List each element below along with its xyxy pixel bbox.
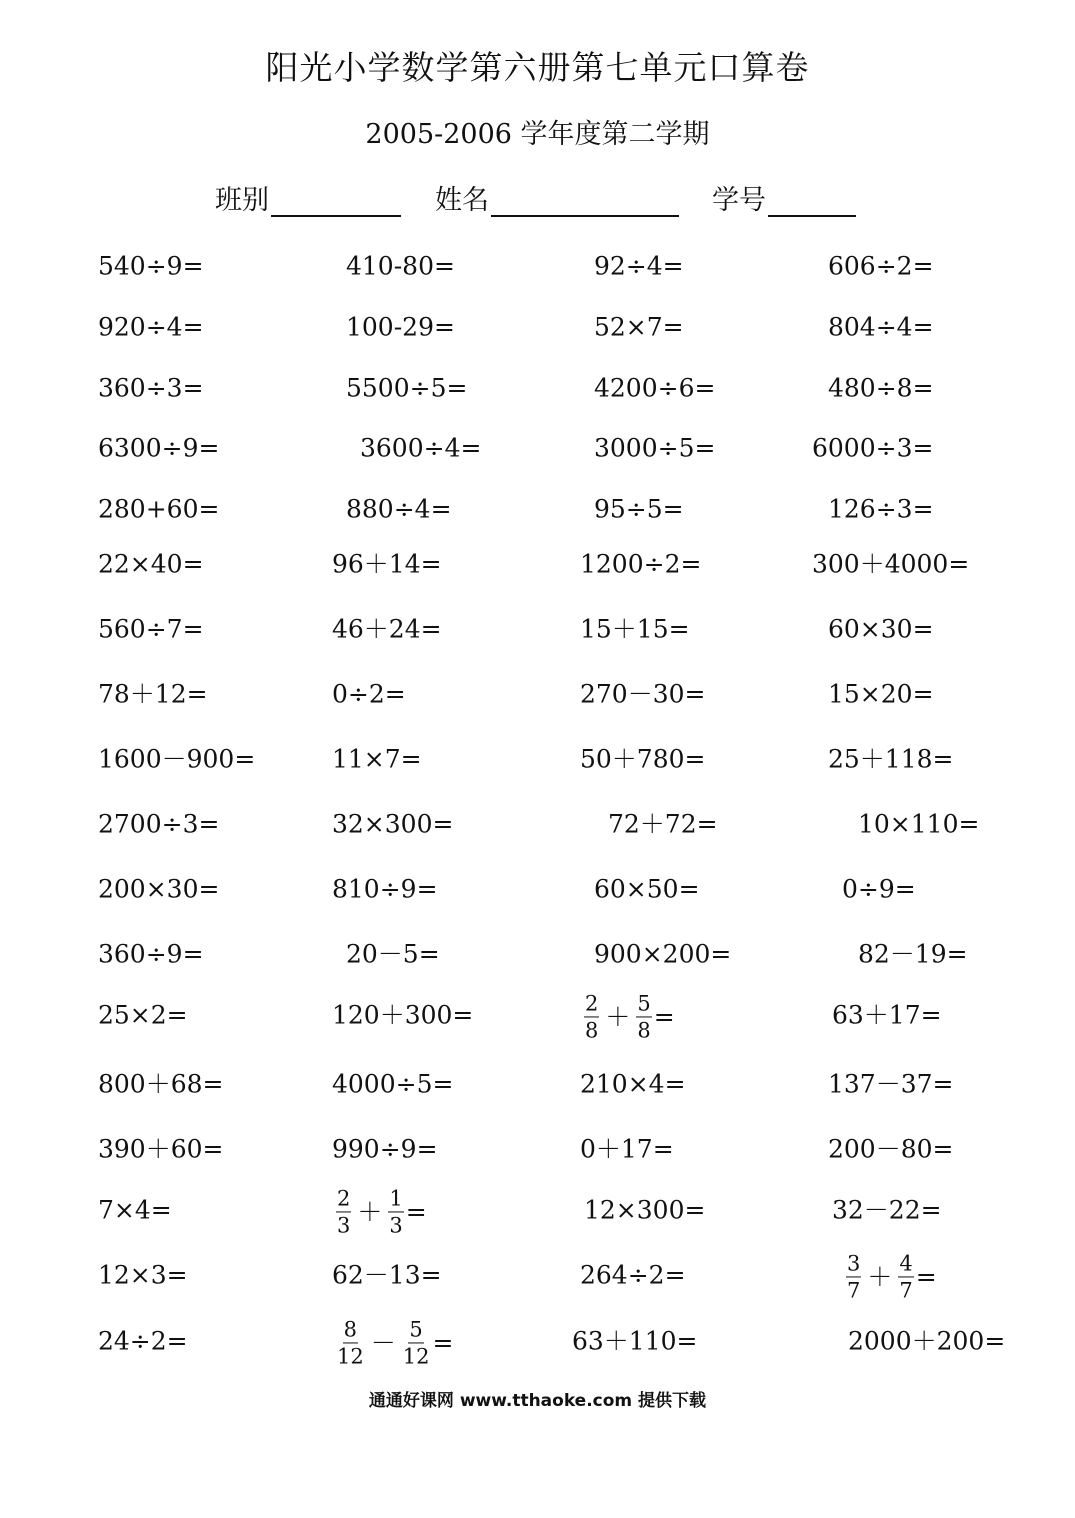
problem: 200－80= <box>828 1134 954 1164</box>
problem: 880÷4= <box>346 494 452 524</box>
fraction-problem: $\frac{8}{12}$ － $\frac{5}{12}$ = <box>337 1317 454 1369</box>
problem: 900×200= <box>594 939 732 969</box>
problem: 560÷7= <box>98 614 204 644</box>
problem: 5500÷5= <box>346 373 468 403</box>
fraction: $\frac{2}{8}$ <box>585 991 599 1043</box>
problem: 6300÷9= <box>98 433 220 463</box>
problem: 4200÷6= <box>594 373 716 403</box>
problem: 480÷8= <box>828 373 934 403</box>
problem: 0÷9= <box>842 874 916 904</box>
problem: 12×300= <box>584 1195 706 1225</box>
problem: 15×20= <box>828 679 934 709</box>
student-number-blank[interactable] <box>768 185 856 217</box>
problem: 606÷2= <box>828 251 934 281</box>
problem: 0＋17= <box>580 1134 674 1164</box>
problem: 72＋72= <box>608 809 718 839</box>
student-number-field <box>712 178 856 217</box>
problem: 540÷9= <box>98 251 204 281</box>
problem: 120＋300= <box>332 1000 474 1030</box>
fraction-problem: $\frac{2}{8}$ ＋ $\frac{5}{8}$ = <box>585 991 675 1043</box>
fraction: $\frac{2}{3}$ <box>337 1186 351 1238</box>
class-label: 班别 <box>215 185 269 216</box>
problem: 25＋118= <box>828 744 954 774</box>
problem: 920÷4= <box>98 312 204 342</box>
problem: 1200÷2= <box>580 549 702 579</box>
fraction: $\frac{5}{8}$ <box>637 991 651 1043</box>
worksheet-title: 阳光小学数学第六册第七单元口算卷 <box>265 48 810 87</box>
problem: 6000÷3= <box>812 433 934 463</box>
problem: 200×30= <box>98 874 220 904</box>
problem: 78＋12= <box>98 679 208 709</box>
problem: 62－13= <box>332 1260 442 1290</box>
problem: 360÷3= <box>98 373 204 403</box>
problem: 92÷4= <box>594 251 684 281</box>
problem: 46＋24= <box>332 614 442 644</box>
problem: 11×7= <box>332 744 422 774</box>
problem: 60×50= <box>594 874 700 904</box>
problem: 210×4= <box>580 1069 686 1099</box>
problem: 50＋780= <box>580 744 706 774</box>
problem: 410-80= <box>346 251 455 281</box>
problem: 7×4= <box>98 1195 172 1225</box>
problem: 804÷4= <box>828 312 934 342</box>
problem: 32×300= <box>332 809 454 839</box>
problem: 990÷9= <box>332 1134 438 1164</box>
fraction-problem: $\frac{2}{3}$ ＋ $\frac{1}{3}$ = <box>337 1186 427 1238</box>
problem: 3600÷4= <box>360 433 482 463</box>
problem: 24÷2= <box>98 1326 188 1356</box>
problem: 82－19= <box>858 939 968 969</box>
fraction: $\frac{5}{12}$ <box>402 1317 430 1369</box>
problem: 390＋60= <box>98 1134 224 1164</box>
problem: 63＋110= <box>572 1326 698 1356</box>
problem: 800＋68= <box>98 1069 224 1099</box>
problem: 2000＋200= <box>848 1326 1006 1356</box>
footer-download-note: 通通好课网 www.tthaoke.com 提供下载 <box>368 1391 707 1411</box>
semester-subtitle: 2005-2006 学年度第二学期 <box>365 119 710 150</box>
problem: 96＋14= <box>332 549 442 579</box>
problem: 1600－900= <box>98 744 256 774</box>
problem: 63＋17= <box>832 1000 942 1030</box>
problem: 126÷3= <box>828 494 934 524</box>
problem: 10×110= <box>858 809 980 839</box>
problem: 12×3= <box>98 1260 188 1290</box>
problem: 4000÷5= <box>332 1069 454 1099</box>
problem: 25×2= <box>98 1000 188 1030</box>
name-blank[interactable] <box>491 185 679 217</box>
problem: 360÷9= <box>98 939 204 969</box>
problem: 810÷9= <box>332 874 438 904</box>
problem: 22×40= <box>98 549 204 579</box>
problem: 95÷5= <box>594 494 684 524</box>
problem: 15＋15= <box>580 614 690 644</box>
problem: 264÷2= <box>580 1260 686 1290</box>
fraction: $\frac{3}{7}$ <box>847 1251 861 1303</box>
problem: 52×7= <box>594 312 684 342</box>
problem: 3000÷5= <box>594 433 716 463</box>
fraction-problem: $\frac{3}{7}$ ＋ $\frac{4}{7}$ = <box>847 1251 937 1303</box>
fraction: $\frac{8}{12}$ <box>337 1317 364 1369</box>
class-field <box>215 178 401 217</box>
name-label: 姓名 <box>435 185 489 216</box>
problem: 60×30= <box>828 614 934 644</box>
problem: 20－5= <box>346 939 440 969</box>
problem: 270－30= <box>580 679 706 709</box>
problem: 300＋4000= <box>812 549 970 579</box>
problem: 2700÷3= <box>98 809 220 839</box>
fraction: $\frac{4}{7}$ <box>899 1251 913 1303</box>
problem: 137－37= <box>828 1069 954 1099</box>
student-number-label: 学号 <box>712 185 766 216</box>
problem: 32－22= <box>832 1195 942 1225</box>
name-field <box>435 178 679 217</box>
fraction: $\frac{1}{3}$ <box>389 1186 403 1238</box>
problem: 100-29= <box>346 312 455 342</box>
class-blank[interactable] <box>271 185 401 217</box>
problem: 280+60= <box>98 494 220 524</box>
problem: 0÷2= <box>332 679 406 709</box>
